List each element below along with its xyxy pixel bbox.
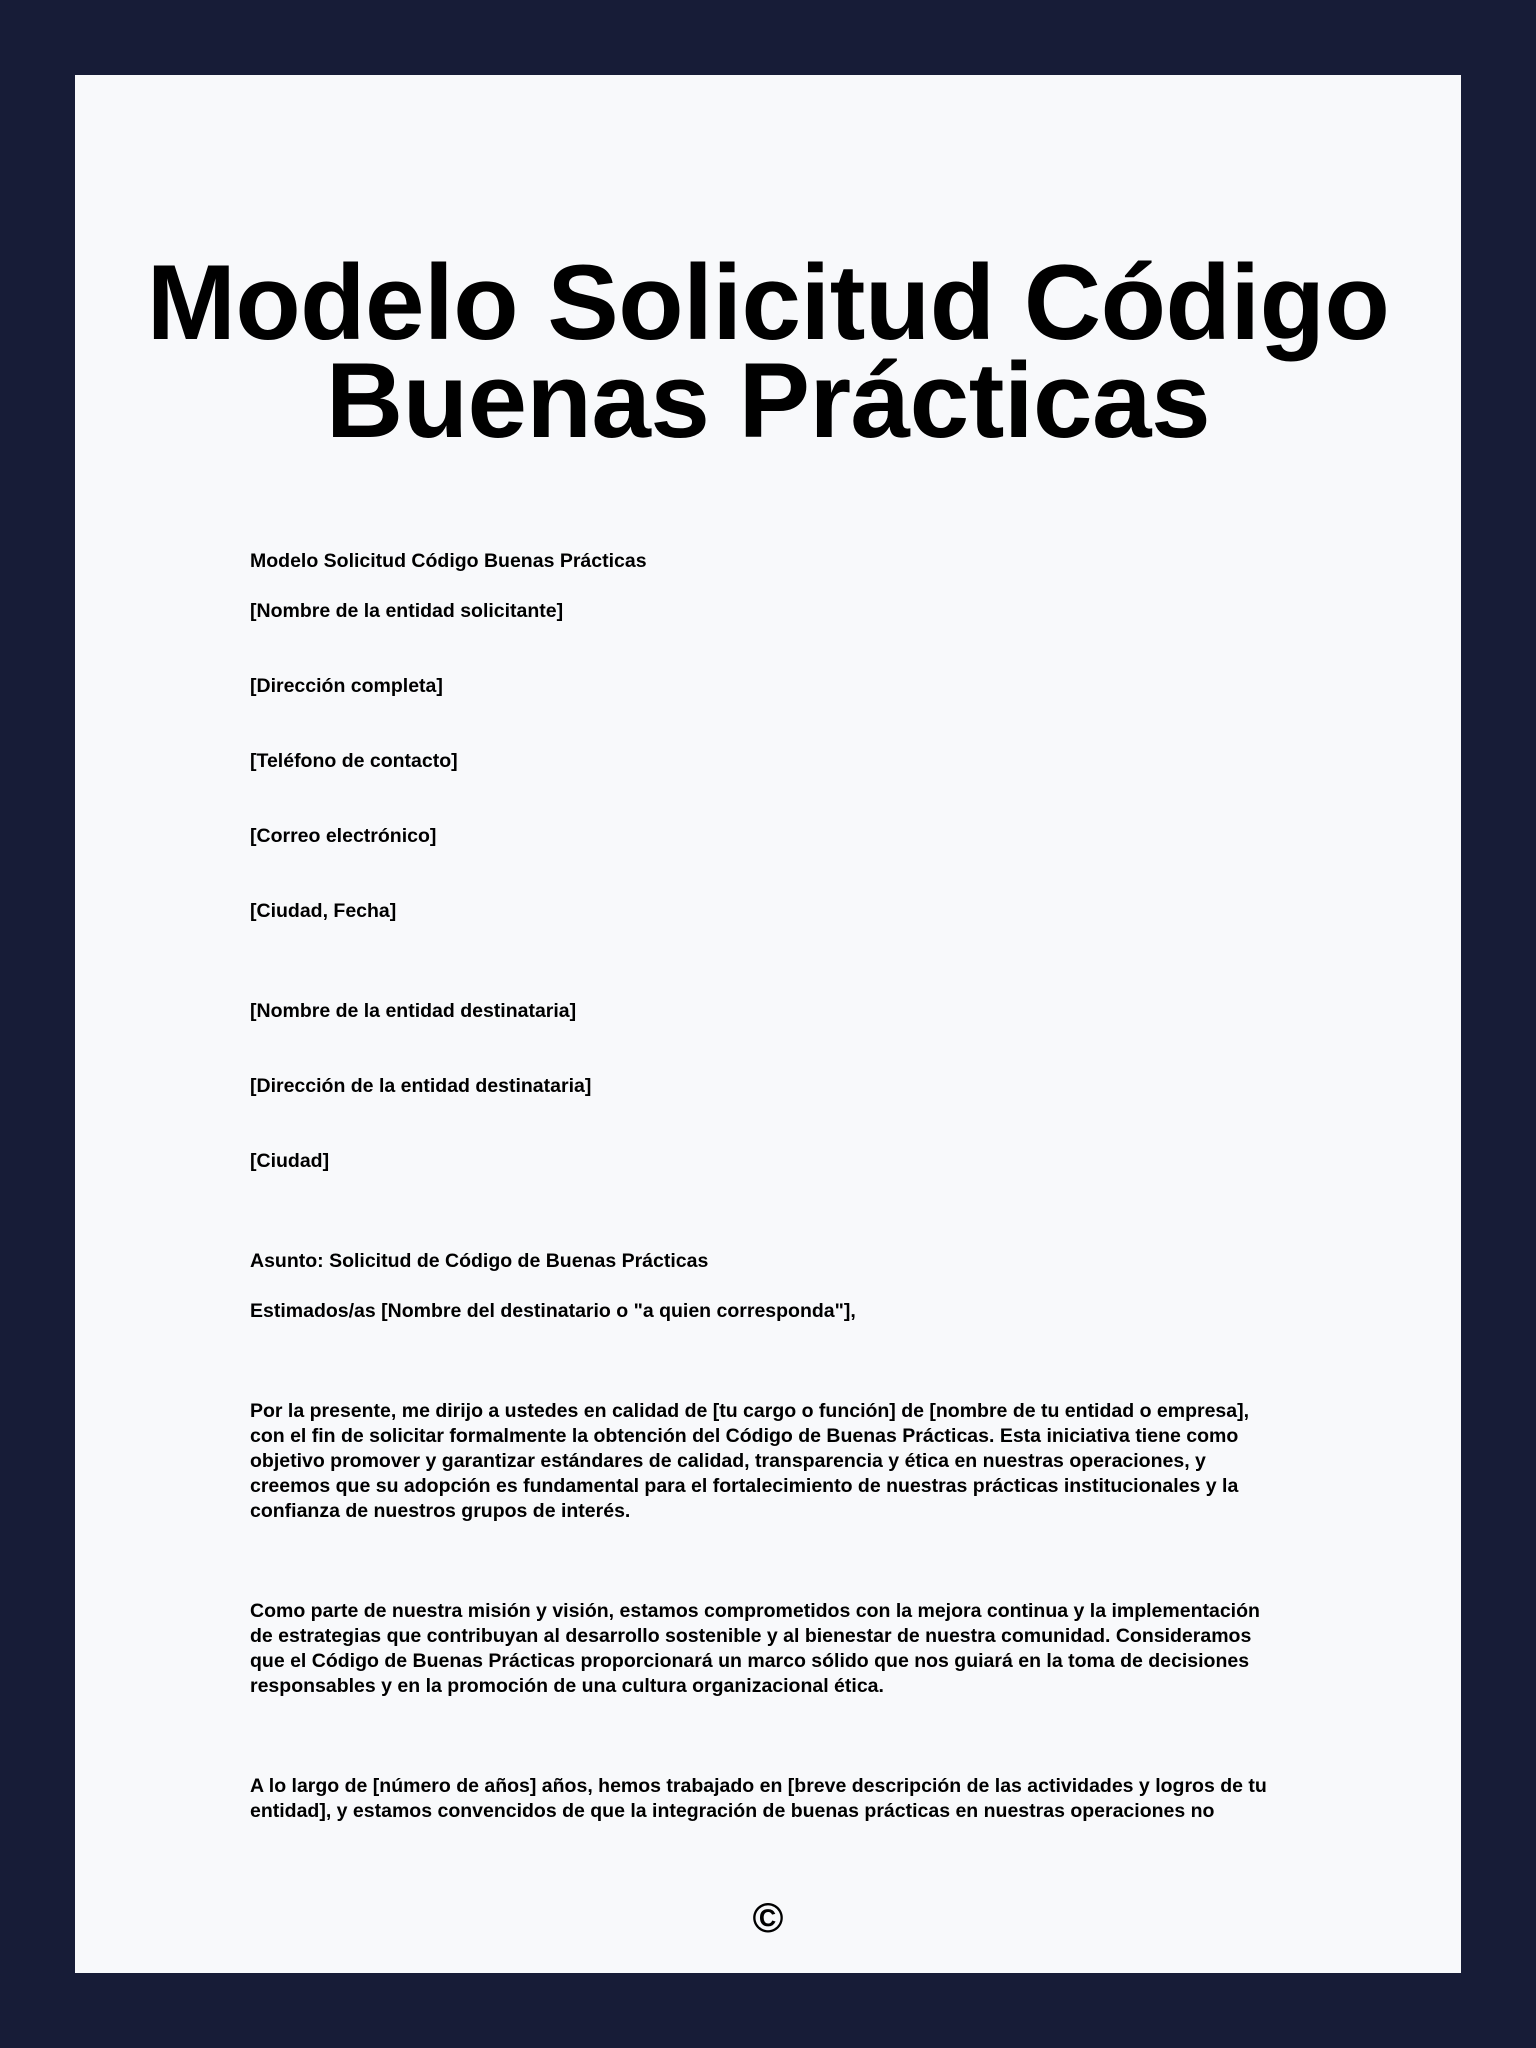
document-page: [75, 75, 1461, 1973]
greeting: Estimados/as [Nombre del destinatario o "a quien corresponda"],: [250, 1300, 856, 1322]
subject-line: Asunto: Solicitud de Código de Buenas Prácticas: [250, 1250, 709, 1272]
copyright-icon: ©: [752, 1894, 784, 1941]
paragraph-3: A lo largo de [número de años] años, hemos trabajado en [breve descripción de las actividades y logros de tu entidad], y estamos convencidos de que la integración de buenas prácticas en nuestras operaciones no: [250, 1775, 1267, 1822]
sender-city-date: [Ciudad, Fecha]: [250, 900, 397, 922]
recipient-city: [Ciudad]: [250, 1150, 330, 1172]
document-heading: Modelo Solicitud Código Buenas Prácticas: [250, 550, 647, 572]
paragraph-1: Por la presente, me dirijo a ustedes en calidad de [tu cargo o función] de [nombre de tu entidad o empresa], con el fin de solicitar formalmente la obtención del Código de Buenas Prácticas. Esta iniciativa tiene como objetivo promover y garantizar estándares de calidad, transparencia y ética en nuestras operaciones, y creemos que su adopción es fundamental para el fortalecimiento de nuestras prácticas institucionales y la confianza de nuestros grupos de interés.: [250, 1400, 1250, 1522]
sender-email: [Correo electrónico]: [250, 825, 437, 847]
recipient-address: [Dirección de la entidad destinataria]: [250, 1075, 592, 1097]
sender-address: [Dirección completa]: [250, 675, 443, 697]
sender-phone: [Teléfono de contacto]: [250, 750, 458, 772]
recipient-entity: [Nombre de la entidad destinataria]: [250, 1000, 577, 1022]
sender-entity: [Nombre de la entidad solicitante]: [250, 600, 564, 622]
document-title: Modelo Solicitud Código Buenas Prácticas: [146, 242, 1390, 460]
paragraph-2: Como parte de nuestra misión y visión, estamos comprometidos con la mejora continua y la implementación de estrategias que contribuyan al desarrollo sostenible y al bienestar de nuestra comunidad. Consideramos que el Código de Buenas Prácticas proporcionará un marco sólido que nos guiará en la toma de decisiones responsables y en la promoción de una cultura organizacional ética.: [250, 1600, 1260, 1697]
